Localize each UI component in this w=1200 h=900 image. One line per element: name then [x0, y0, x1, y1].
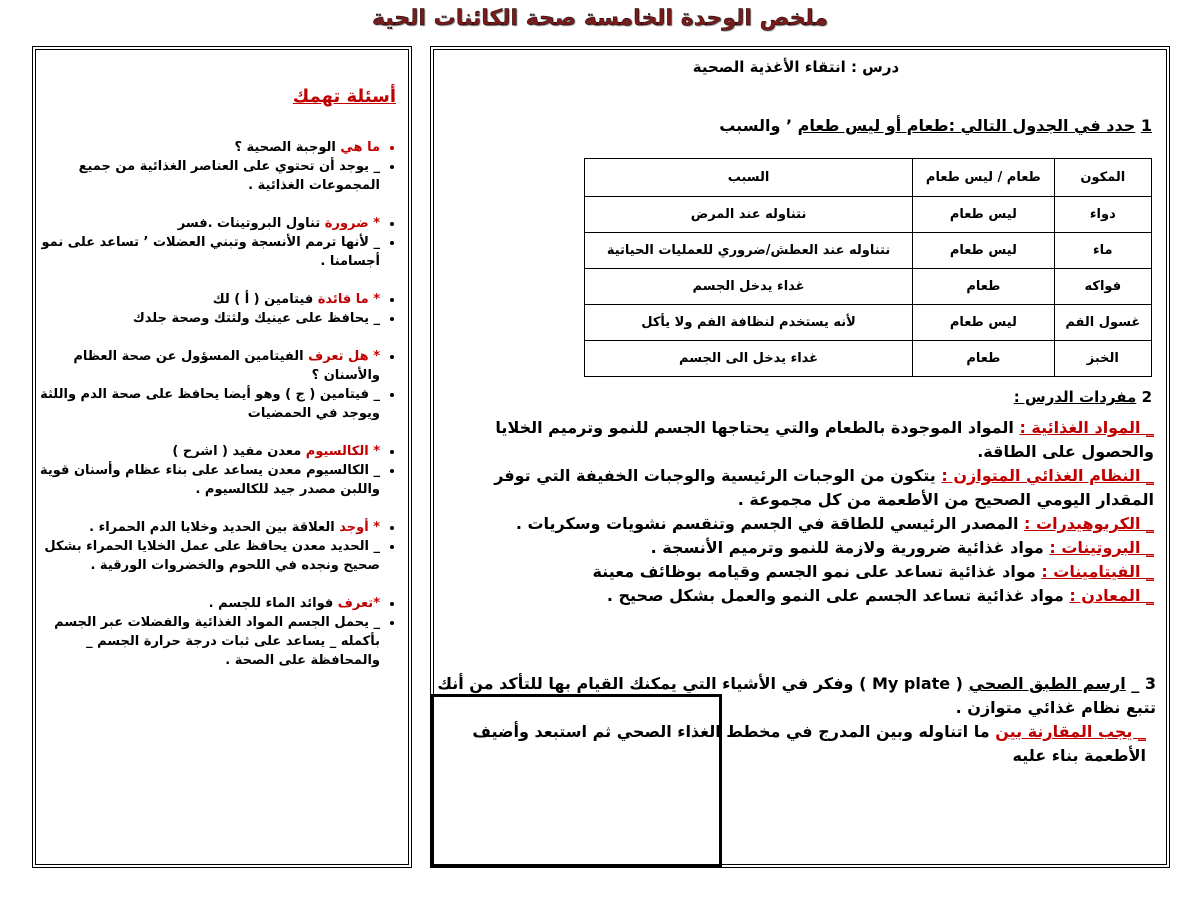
answer-item: • _ الحديد معدن يحافظ على عمل الخلايا الحمراء بشكل صحيح ونجده في اللحوم والخضروات الورقية .: [35, 537, 380, 575]
table-cell: دواء: [1054, 197, 1151, 233]
table-cell: غداء يدخل الى الجسم: [585, 341, 913, 377]
table-cell: نتناوله عند المرض: [585, 197, 913, 233]
table-cell: ليس طعام: [913, 197, 1055, 233]
answer-item: • _ يحافظ على عينيك ولثتك وصحة جلدك: [35, 309, 380, 328]
table-cell: ليس طعام: [913, 305, 1055, 341]
question-item: • * هل تعرف الفيتامين المسؤول عن صحة العظام والأسنان ؟: [35, 347, 380, 385]
vocab-item: _ الكربوهيدرات : المصدر الرئيسي للطاقة في الجسم وتنقسم نشويات وسكريات .: [515, 514, 1154, 533]
table-cell: طعام: [913, 341, 1055, 377]
table-row: [585, 269, 1152, 305]
table-header: المكون: [1054, 159, 1151, 197]
plate-drawing-box: [430, 694, 722, 868]
answer-item: • _ فيتامين ( ج ) وهو أيضا يحافظ على صحة الدم واللثة ويوجد في الحمضيات: [35, 385, 380, 423]
table-cell: نتناوله عند العطش/ضروري للعمليات الحياتية: [585, 233, 913, 269]
answer-item: • _ يوجد أن تحتوي على العناصر الغذائية من جميع المجموعات الغذائية .: [35, 157, 380, 195]
table-row: [585, 341, 1152, 377]
table-cell: غسول الفم: [1054, 305, 1151, 341]
table-cell: الخبز: [1054, 341, 1151, 377]
table-cell: طعام: [913, 269, 1055, 305]
question-item: • ما هي الوجبة الصحية ؟: [35, 138, 380, 157]
section-3-note: _ يجب المقارنة بين ما اتناوله وبين المدرج في مخطط الغذاء الصحي ثم استبعد وأضيف الأطعمة بناء عليه: [472, 722, 1146, 765]
vocab-item: _ المعادن : مواد غذائية تساعد الجسم على النمو والعمل بشكل صحيح .: [606, 586, 1154, 605]
vocab-item: _ النظام الغذائي المتوازن : يتكون من الوجبات الرئيسية والوجبات الخفيفة التي توفر المقدار اليومي الصحيح من الأطعمة من كل مجموعة .: [494, 466, 1154, 509]
table-header: طعام / ليس طعام: [913, 159, 1055, 197]
section-1-heading: 1 حدد في الجدول التالي :طعام أو ليس طعام ’ والسبب: [719, 116, 1152, 135]
questions-panel: [32, 46, 412, 868]
questions-title: أسئلة تهمك: [292, 86, 396, 107]
section-3-task: 3 _ ارسم الطبق الصحي ( My plate ) وفكر في الأشياء التي يمكنك القيام بها للتأكد من أنك تتبع نظام غذائي متوازن .: [437, 674, 1156, 717]
table-cell: غداء يدخل الجسم: [585, 269, 913, 305]
question-item: • * أوجد العلاقة بين الحديد وخلايا الدم الحمراء .: [35, 518, 380, 537]
table-row: [585, 305, 1152, 341]
answer-item: • _ لأنها ترمم الأنسجة وتبني العضلات ’ تساعد على نمو أجسامنا .: [35, 233, 380, 271]
answer-item: • _ يحمل الجسم المواد الغذائية والفضلات عبر الجسم بأكمله _ يساعد على ثبات درجة حرارة الجسم _ والمحافظة على الصحة .: [35, 613, 380, 670]
question-item: • * ضرورة تناول البروتينات .فسر: [35, 214, 380, 233]
table-cell: لأنه يستخدم لنظافة الفم ولا يأكل: [585, 305, 913, 341]
questions-list: [35, 138, 398, 670]
vocab-item: _ البروتينات : مواد غذائية ضرورية ولازمة للنمو وترميم الأنسجة .: [650, 538, 1154, 557]
table-row: [585, 233, 1152, 269]
question-item: • * الكالسيوم معدن مفيد ( اشرح ): [35, 442, 380, 461]
vocab-item: _ الفيتامينات : مواد غذائية تساعد على نمو الجسم وقيامه بوظائف معينة: [592, 562, 1154, 581]
answer-item: • _ الكالسيوم معدن يساعد على بناء عظام وأسنان قوية واللبن مصدر جيد للكالسيوم .: [35, 461, 380, 499]
lesson-title: درس : انتقاء الأغذية الصحية: [692, 58, 900, 76]
food-table: [584, 158, 1152, 377]
section-2-heading: 2 مفردات الدرس :: [1013, 388, 1152, 406]
table-cell: ليس طعام: [913, 233, 1055, 269]
page-title: ملخص الوحدة الخامسة صحة الكائنات الحية: [371, 6, 829, 31]
vocab-item: _ المواد الغذائية : المواد الموجودة بالطعام والتي يحتاجها الجسم للنمو وترميم الخلايا والحصول على الطاقة.: [495, 418, 1154, 461]
question-item: • *تعرف فوائد الماء للجسم .: [35, 594, 380, 613]
question-item: • * ما فائدة فيتامين ( أ ) لك: [35, 290, 380, 309]
table-cell: فواكه: [1054, 269, 1151, 305]
table-header-row: [585, 159, 1152, 197]
table-row: [585, 197, 1152, 233]
table-header: السبب: [585, 159, 913, 197]
vocabulary-list: [454, 416, 1154, 608]
table-cell: ماء: [1054, 233, 1151, 269]
